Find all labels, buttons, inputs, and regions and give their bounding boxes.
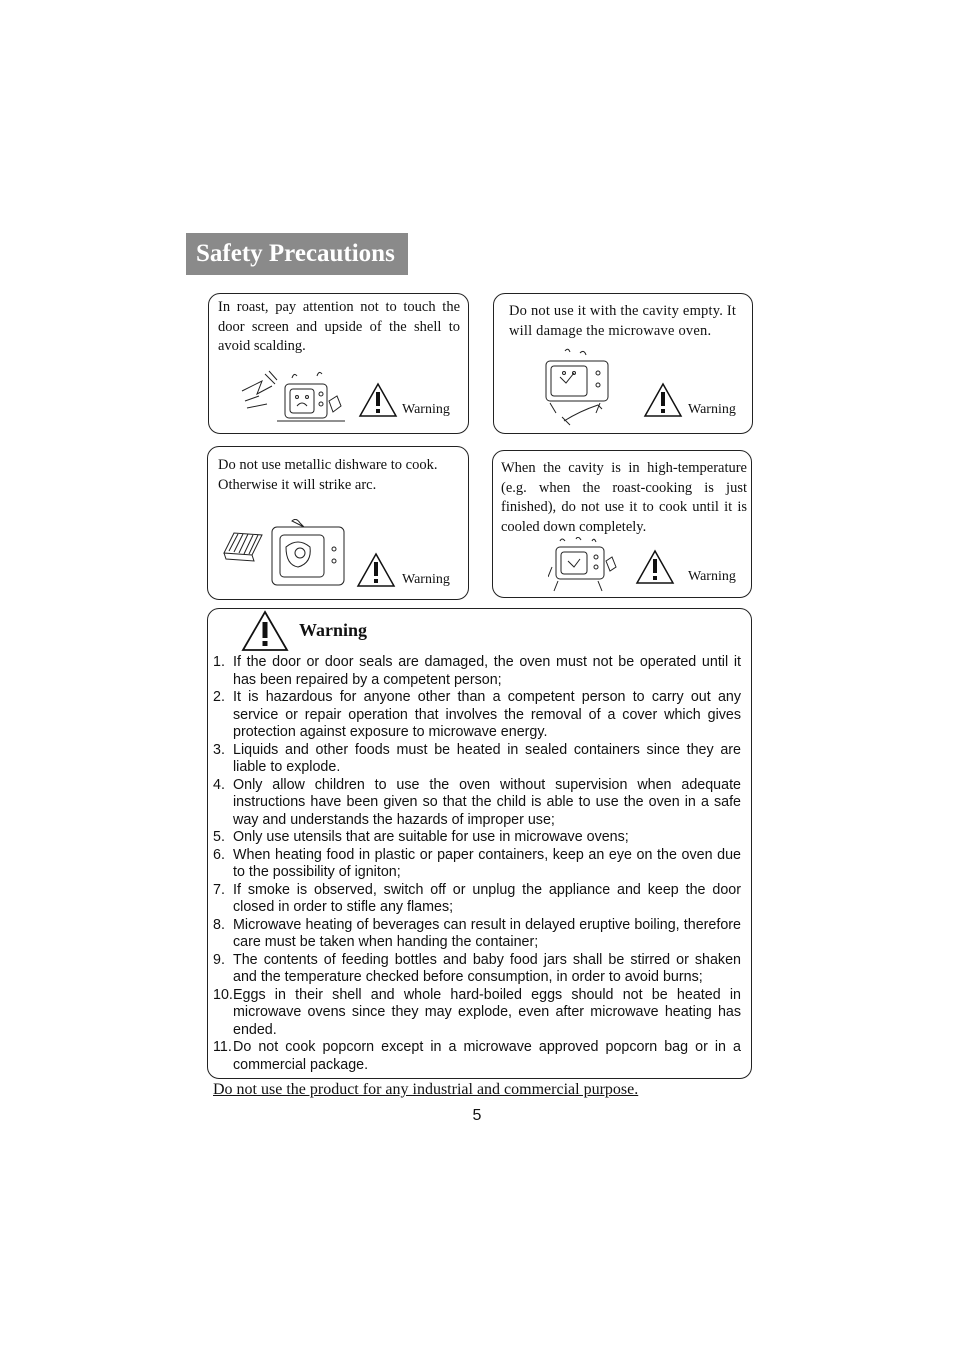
page-title: Safety Precautions <box>186 233 408 275</box>
warning-triangle-icon <box>358 382 398 418</box>
list-item: 1. If the door or door seals are damaged, the oven must not be operated until it has been repaired by a competent person; <box>213 654 741 688</box>
list-item: 5. Only use utensils that are suitable for use in microwave ovens; <box>213 829 629 845</box>
list-item: 8. Microwave heating of beverages can result in delayed eruptive boiling, therefore care must be taken when handing the container; <box>213 916 741 950</box>
list-item: 4. Only allow children to use the oven without supervision when adequate instructions have been given so that the child is able to use the oven in a safe way and understands the hazards of improper use; <box>213 776 741 828</box>
warning-label-4: Warning <box>688 569 736 584</box>
hot-oven-icon <box>237 366 357 426</box>
warning-triangle-icon <box>356 552 396 588</box>
warning-label-3: Warning <box>402 572 450 587</box>
list-item: 10. Eggs in their shell and whole hard-boiled eggs should not be heated in microwave ovens since they may explode, even after microwave heating has ended. <box>213 986 741 1038</box>
precaution-text-3: Do not use metallic dishware to cook. Otherwise it will strike arc. <box>218 457 438 493</box>
precaution-text-2: Do not use it with the cavity empty. It will damage the microwave oven. <box>509 303 737 339</box>
warning-label-2: Warning <box>688 402 736 417</box>
list-item: 2. It is hazardous for anyone other than a competent person to carry out any service or repair operation that involves the removal of a cover which gives protection against exposure to microwave energy. <box>213 689 741 740</box>
list-item: 6. When heating food in plastic or paper containers, keep an eye on the oven due to the possibility of igniton; <box>213 846 741 880</box>
warning-triangle-icon <box>635 549 675 585</box>
warning-label-1: Warning <box>402 402 450 417</box>
list-item: 9. The contents of feeding bottles and baby food jars shall be stirred or shaken and the temperature checked before consumption, in order to avoid burns; <box>213 951 741 985</box>
metal-dish-icon <box>220 519 355 589</box>
list-item: 7. If smoke is observed, switch off or unplug the appliance and keep the door closed in order to stifle any flames; <box>213 881 741 915</box>
list-item: 3. Liquids and other foods must be heated in sealed containers since they are liable to explode. <box>213 741 741 775</box>
list-item: 11. Do not cook popcorn except in a microwave approved popcorn bag or in a commercial package. <box>213 1039 741 1073</box>
footer-note: Do not use the product for any industrial and commercial purpose. <box>213 1081 639 1098</box>
page-number: 5 <box>472 1107 482 1124</box>
precaution-text-4: When the cavity is in high-temperature (e.g. when the roast-cooking is just finished), do not use it to cook until it is cooled down completely. <box>501 460 747 535</box>
warning-triangle-icon <box>241 610 289 652</box>
hot-cavity-icon <box>548 537 618 593</box>
empty-cavity-icon <box>540 347 620 427</box>
warning-section-title: Warning <box>299 620 368 640</box>
precaution-text-1: In roast, pay attention not to touch the door screen and upside of the shell to avoid scalding. <box>218 299 460 354</box>
warning-triangle-icon <box>643 382 683 418</box>
warning-list <box>213 654 741 1074</box>
